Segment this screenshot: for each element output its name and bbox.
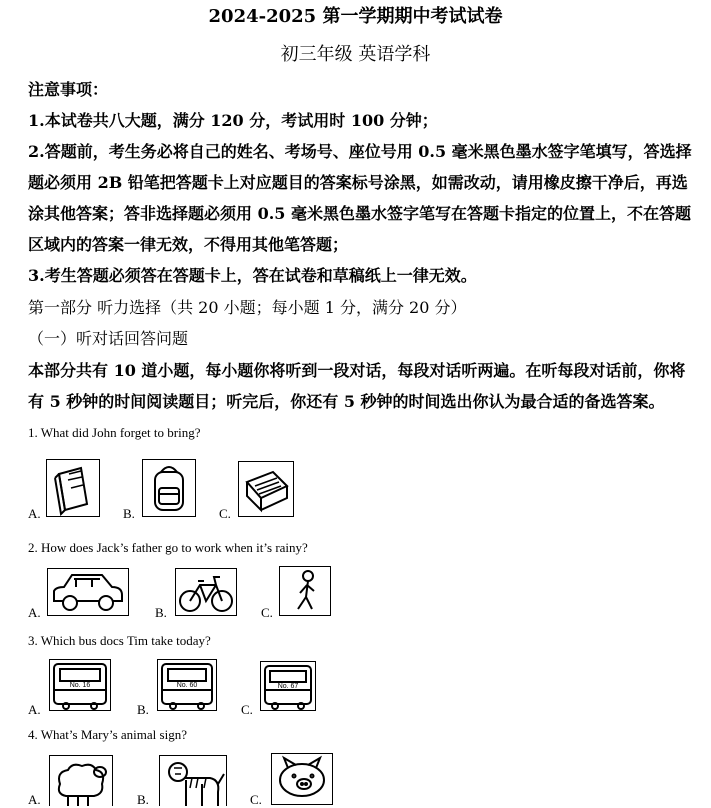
note-item-2-line-2: 题必须用 2B 铅笔把答题卡上对应题目的答案标号涂黑，如需改动，请用橡皮擦干净后，再选 [28, 173, 688, 192]
question-2-option-b[interactable]: B. [155, 605, 167, 620]
book-icon [46, 459, 100, 517]
question-2-option-a[interactable]: A. [28, 605, 41, 620]
note-item-1: 1.本试卷共八大题，满分 120 分，考试用时 100 分钟； [28, 111, 438, 130]
bus-number-b: No. 60 [176, 682, 198, 689]
walking-man-icon [279, 566, 331, 616]
backpack-icon [142, 459, 196, 517]
question-2-text: 2. How does Jack’s father go to work when it’s rainy? [28, 540, 308, 555]
instruction-line-1: 本部分共有 10 道小题，每小题你将听到一段对话，每段对话听两遍。在听每段对话前，你将 [28, 361, 686, 380]
question-1-option-c[interactable]: C. [219, 506, 231, 521]
question-1-option-a[interactable]: A. [28, 506, 41, 521]
bus-icon [49, 659, 111, 711]
bus-number-a: No. 16 [69, 682, 91, 689]
instruction-line-2: 有 5 秒钟的时间阅读题目；听完后，你还有 5 秒钟的时间选出你认为最合适的备选答案。 [28, 392, 665, 411]
note-item-3: 3.考生答题必须答在答题卡上，答在试卷和草稿纸上一律无效。 [28, 266, 477, 285]
part-heading: 第一部分 听力选择（共 20 小题；每小题 1 分，满分 20 分） [28, 298, 467, 317]
tiger-icon [159, 755, 227, 806]
bus-number-c: No. 67 [277, 683, 299, 690]
question-3-text: 3. Which bus docs Tim take today? [28, 633, 211, 648]
section-heading: （一）听对话回答问题 [28, 329, 189, 348]
notes-heading: 注意事项： [28, 80, 109, 99]
question-4-option-b[interactable]: B. [137, 792, 149, 807]
bus-icon [260, 661, 316, 711]
car-icon [47, 568, 129, 616]
question-4-option-c[interactable]: C. [250, 792, 262, 807]
question-1-text: 1. What did John forget to bring? [28, 425, 201, 440]
question-1-option-b[interactable]: B. [123, 506, 135, 521]
question-3-option-b[interactable]: B. [137, 702, 149, 717]
sheep-icon [49, 755, 113, 806]
note-item-2-line-3: 涂其他答案；答非选择题必须用 0.5 毫米黑色墨水签字笔写在答题卡指定的位置上，不在答题 [28, 204, 691, 223]
exam-title: 2024-2025 第一学期期中考试试卷 [208, 6, 503, 27]
exam-subtitle: 初三年级 英语学科 [280, 44, 431, 65]
note-item-2-line-1: 2.答题前，考生务必将自己的姓名、考场号、座位号用 0.5 毫米黑色墨水签字笔填写，答选择 [28, 142, 692, 161]
pencil-box-icon [238, 461, 294, 517]
question-3-option-c[interactable]: C. [241, 702, 253, 717]
question-2-option-c[interactable]: C. [261, 605, 273, 620]
bus-icon [157, 659, 217, 711]
question-4-text: 4. What’s Mary’s animal sign? [28, 727, 187, 742]
note-item-2-line-4: 区域内的答案一律无效，不得用其他笔答题； [28, 235, 349, 254]
question-4-option-a[interactable]: A. [28, 792, 41, 807]
question-3-option-a[interactable]: A. [28, 702, 41, 717]
bicycle-icon [175, 568, 237, 616]
pig-icon [271, 753, 333, 805]
